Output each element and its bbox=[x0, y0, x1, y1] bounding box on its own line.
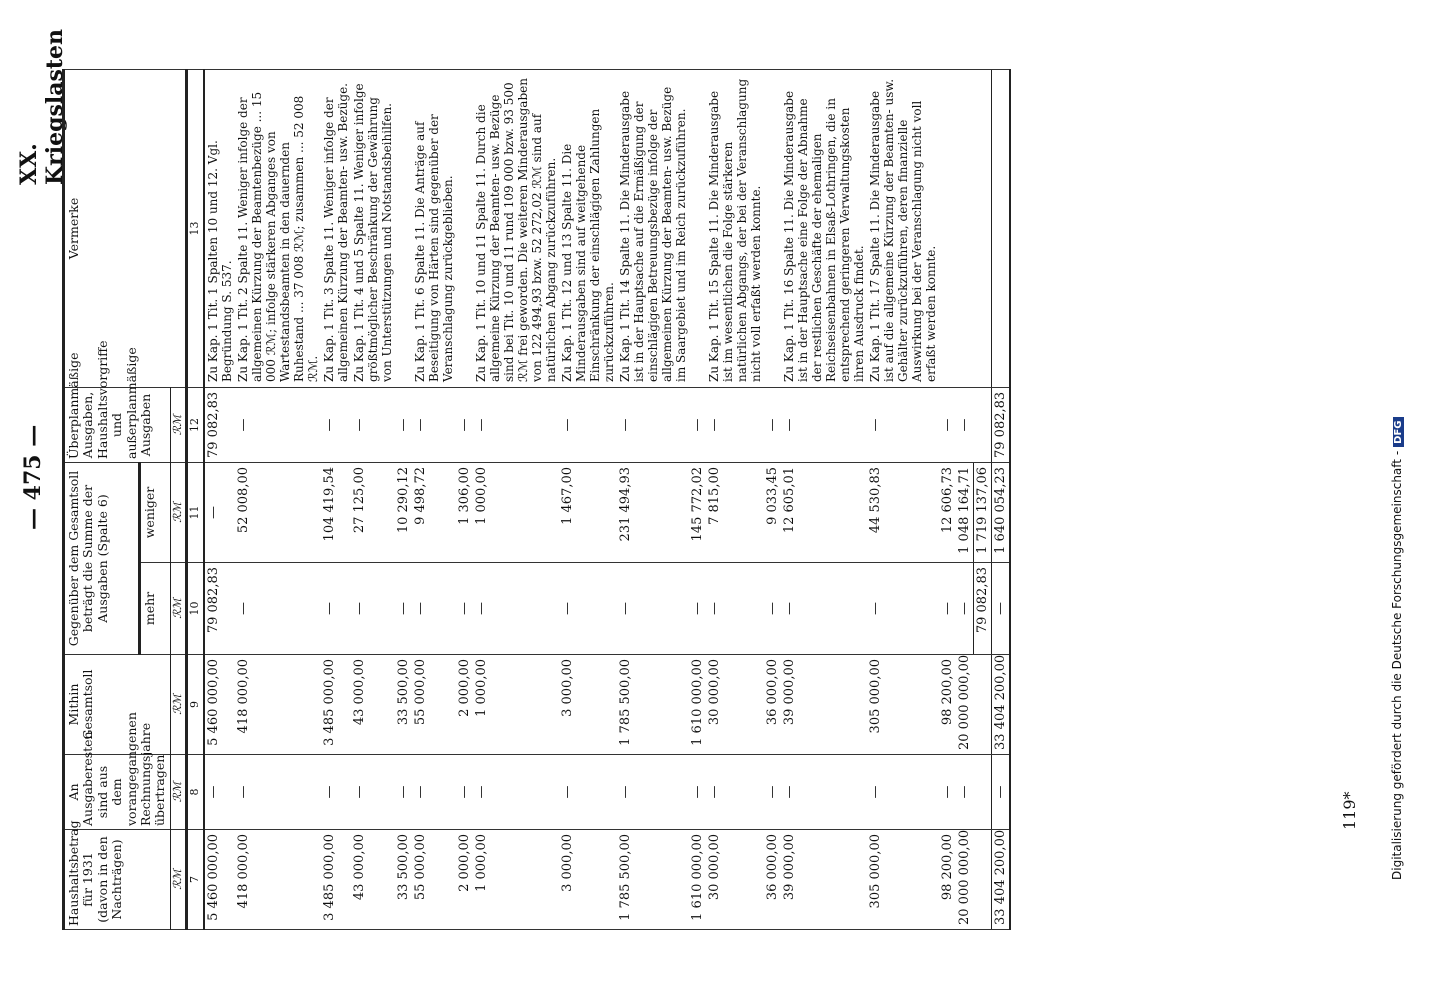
cell-c9: 43 000,00 bbox=[351, 655, 395, 755]
total-c8: — bbox=[991, 755, 1010, 830]
cell-c8: — bbox=[956, 755, 974, 830]
cell-c9: 98 200,00 bbox=[939, 655, 956, 755]
cell-c12: — bbox=[939, 388, 956, 463]
header-col10-11: Gegenüber dem Gesamtsoll beträgt die Summe der Ausgaben (Spalte 6) bbox=[64, 463, 140, 655]
cell-note: Zu Kap. 1 Tit. 6 Spalte 11. Die Anträge auf Beseitigung von Härten sind gegenüber der Veranschlagung zurückgeblieben. bbox=[412, 70, 456, 388]
cell-note bbox=[395, 70, 412, 388]
cell-c10: — bbox=[473, 563, 559, 655]
subtotal-c10: 79 082,83 bbox=[973, 563, 991, 655]
cell-c12: — bbox=[395, 388, 412, 463]
table-row bbox=[204, 70, 235, 930]
cell-c7: 1 785 500,00 bbox=[617, 830, 689, 930]
cell-c12: — bbox=[473, 388, 559, 463]
digitization-note bbox=[1390, 418, 1404, 881]
empty-cell bbox=[973, 70, 991, 388]
cell-c11: 9 033,45 bbox=[764, 463, 781, 563]
cell-c7: 98 200,00 bbox=[939, 830, 956, 930]
cell-c9: 1 785 500,00 bbox=[617, 655, 689, 755]
cell-c9: 1 610 000,00 bbox=[689, 655, 706, 755]
cell-c11: 27 125,00 bbox=[351, 463, 395, 563]
unit-col11: ℛℳ bbox=[170, 463, 187, 563]
cell-c11: 12 606,73 bbox=[939, 463, 956, 563]
cell-c11: 231 494,93 bbox=[617, 463, 689, 563]
table-row bbox=[456, 70, 473, 930]
cell-c12: — bbox=[321, 388, 351, 463]
cell-c8: — bbox=[706, 755, 764, 830]
cell-c12: — bbox=[956, 388, 974, 463]
table-row bbox=[617, 70, 689, 930]
cell-c7: 5 460 000,00 bbox=[204, 830, 235, 930]
empty-cell bbox=[973, 388, 991, 463]
cell-c7: 20 000 000,00 bbox=[956, 830, 974, 930]
table-row bbox=[781, 70, 867, 930]
cell-c10: — bbox=[781, 563, 867, 655]
cell-c8: — bbox=[235, 755, 321, 830]
cell-c7: 55 000,00 bbox=[412, 830, 456, 930]
cell-c10: 79 082,83 bbox=[204, 563, 235, 655]
unit-col10: ℛℳ bbox=[170, 563, 187, 655]
cell-c7: 2 000,00 bbox=[456, 830, 473, 930]
cell-c7: 36 000,00 bbox=[764, 830, 781, 930]
cell-c8: — bbox=[867, 755, 939, 830]
subtotal-c11: 1 719 137,06 bbox=[973, 463, 991, 563]
dfg-logo: DFG bbox=[1393, 418, 1404, 447]
cell-note: Zu Kap. 1 Tit. 2 Spalte 11. Weniger infolge der allgemeinen Kürzung der Beamtenbezüge ... 15 000 ℛℳ; infolge stärkeren Abganges von Wartestandsbeamten in den dauernden Ruhestand ... 37 008 ℛℳ; zusammen ... 52 008 ℛℳ. bbox=[235, 70, 321, 388]
empty-cell bbox=[991, 70, 1010, 388]
table-row bbox=[351, 70, 395, 930]
cell-c11: 1 000,00 bbox=[473, 463, 559, 563]
cell-c8: — bbox=[456, 755, 473, 830]
folio-number: 119* bbox=[1340, 791, 1359, 830]
cell-c8: — bbox=[781, 755, 867, 830]
cell-c10: — bbox=[764, 563, 781, 655]
cell-c12: — bbox=[235, 388, 321, 463]
cell-c8: — bbox=[764, 755, 781, 830]
cell-c8: — bbox=[559, 755, 617, 830]
total-c11: 1 640 054,23 bbox=[991, 463, 1010, 563]
cell-c8: — bbox=[351, 755, 395, 830]
cell-c12: 79 082,83 bbox=[204, 388, 235, 463]
cell-c11: 1 048 164,71 bbox=[956, 463, 974, 563]
cell-c11: 104 419,54 bbox=[321, 463, 351, 563]
cell-c9: 305 000,00 bbox=[867, 655, 939, 755]
cell-c12: — bbox=[781, 388, 867, 463]
cell-note: Zu Kap. 1 Tit. 16 Spalte 11. Die Minderausgabe ist in der Hauptsache eine Folge der Abnahme der restlichen Geschäfte der ehemaligen Reichseisenbahnen in Elsaß-Lothringen, die in entsprechend geringeren Verwaltungskosten ihren Ausdruck findet. bbox=[781, 70, 867, 388]
total-row bbox=[991, 70, 1010, 930]
header-col10: mehr bbox=[139, 563, 170, 655]
cell-c9: 3 485 000,00 bbox=[321, 655, 351, 755]
cell-c10: — bbox=[689, 563, 706, 655]
colnum: 8 bbox=[187, 755, 204, 830]
colnum: 11 bbox=[187, 463, 204, 563]
cell-c12: — bbox=[351, 388, 395, 463]
colnum: 12 bbox=[187, 388, 204, 463]
cell-c12: — bbox=[706, 388, 764, 463]
cell-c11: 1 467,00 bbox=[559, 463, 617, 563]
cell-c11: 9 498,72 bbox=[412, 463, 456, 563]
table-row bbox=[235, 70, 321, 930]
table-body bbox=[204, 70, 1010, 930]
total-c7: 33 404 200,00 bbox=[991, 830, 1010, 930]
cell-c12: — bbox=[617, 388, 689, 463]
table-row bbox=[706, 70, 764, 930]
cell-c10: — bbox=[706, 563, 764, 655]
header-col12: Überplanmäßige Ausgaben, Haushaltsvorgriffe und außerplanmäßige Ausgaben bbox=[64, 388, 171, 463]
cell-c8: — bbox=[617, 755, 689, 830]
cell-c9: 30 000,00 bbox=[706, 655, 764, 755]
cell-note bbox=[939, 70, 956, 388]
empty-cell bbox=[973, 655, 991, 755]
cell-c9: 39 000,00 bbox=[781, 655, 867, 755]
cell-c8: — bbox=[412, 755, 456, 830]
subtotal-row bbox=[973, 70, 991, 930]
cell-c10: — bbox=[956, 563, 974, 655]
table-row bbox=[473, 70, 559, 930]
cell-note bbox=[456, 70, 473, 388]
unit-col9: ℛℳ bbox=[170, 655, 187, 755]
cell-c7: 33 500,00 bbox=[395, 830, 412, 930]
page-title: XX. Kriegslasten bbox=[16, 29, 68, 185]
table-row bbox=[764, 70, 781, 930]
cell-note bbox=[689, 70, 706, 388]
empty-cell bbox=[973, 755, 991, 830]
cell-note: Zu Kap. 1 Tit. 15 Spalte 11. Die Minderausgabe ist im wesentlichen die Folge stärkeren natürlichen Abgangs, der bei der Veranschlagung nicht voll erfaßt werden konnte. bbox=[706, 70, 764, 388]
cell-c11: 1 306,00 bbox=[456, 463, 473, 563]
cell-c7: 418 000,00 bbox=[235, 830, 321, 930]
cell-c9: 418 000,00 bbox=[235, 655, 321, 755]
empty-cell bbox=[973, 830, 991, 930]
table-row bbox=[956, 70, 974, 930]
cell-note bbox=[764, 70, 781, 388]
cell-c9: 5 460 000,00 bbox=[204, 655, 235, 755]
cell-c12: — bbox=[867, 388, 939, 463]
cell-c8: — bbox=[473, 755, 559, 830]
cell-c9: 20 000 000,00 bbox=[956, 655, 974, 755]
cell-c11: 44 530,83 bbox=[867, 463, 939, 563]
header-col9: Mithin Gesamtsoll bbox=[64, 655, 171, 755]
cell-c11: 52 008,00 bbox=[235, 463, 321, 563]
cell-c12: — bbox=[764, 388, 781, 463]
cell-note: Zu Kap. 1 Tit. 4 und 5 Spalte 11. Weniger infolge größtmöglicher Beschränkung der Gewährung von Unterstützungen und Notstandsbeihilfen. bbox=[351, 70, 395, 388]
cell-c9: 2 000,00 bbox=[456, 655, 473, 755]
colnum: 7 bbox=[187, 830, 204, 930]
cell-c11: 7 815,00 bbox=[706, 463, 764, 563]
total-c12: 79 082,83 bbox=[991, 388, 1010, 463]
cell-c12: — bbox=[412, 388, 456, 463]
cell-c12: — bbox=[456, 388, 473, 463]
cell-c9: 3 000,00 bbox=[559, 655, 617, 755]
cell-c7: 305 000,00 bbox=[867, 830, 939, 930]
colnum: 9 bbox=[187, 655, 204, 755]
cell-c7: 3 000,00 bbox=[559, 830, 617, 930]
cell-c7: 1 000,00 bbox=[473, 830, 559, 930]
header-col11: weniger bbox=[139, 463, 170, 563]
cell-c10: — bbox=[412, 563, 456, 655]
unit-col12: ℛℳ bbox=[170, 388, 187, 463]
cell-c7: 43 000,00 bbox=[351, 830, 395, 930]
cell-c7: 39 000,00 bbox=[781, 830, 867, 930]
cell-note: Zu Kap. 1 Tit. 1 Spalten 10 und 12. Vgl. Begründung S. 537. bbox=[204, 70, 235, 388]
unit-col7: ℛℳ bbox=[170, 830, 187, 930]
header-col7: Haushaltsbetrag für 1931 (davon in den Nachträgen) bbox=[64, 830, 171, 930]
cell-c9: 1 000,00 bbox=[473, 655, 559, 755]
page-number: — 475 — bbox=[20, 424, 46, 530]
header-col13: Vermerke bbox=[64, 70, 187, 388]
cell-note: Zu Kap. 1 Tit. 17 Spalte 11. Die Minderausgabe ist auf die allgemeine Kürzung der Beamten- usw. Gehälter zurückzuführen, deren finanzielle Auswirkung bei der Veranschlagung nicht voll erfaßt werden konnte. bbox=[867, 70, 939, 388]
total-c10: — bbox=[991, 563, 1010, 655]
cell-c10: — bbox=[939, 563, 956, 655]
cell-c8: — bbox=[204, 755, 235, 830]
budget-table bbox=[62, 69, 1011, 930]
colnum: 13 bbox=[187, 70, 204, 388]
page-header bbox=[14, 0, 68, 1000]
table-row bbox=[939, 70, 956, 930]
cell-c9: 33 500,00 bbox=[395, 655, 412, 755]
table-row bbox=[689, 70, 706, 930]
cell-c10: — bbox=[395, 563, 412, 655]
table-row bbox=[867, 70, 939, 930]
cell-c11: 10 290,12 bbox=[395, 463, 412, 563]
cell-c11: 145 772,02 bbox=[689, 463, 706, 563]
cell-note: Zu Kap. 1 Tit. 14 Spalte 11. Die Minderausgabe ist in der Hauptsache auf die Ermäßigung der einschlägigen Betreuungsbezüge infolge der allgemeinen Kürzung der Beamten- usw. Bezüge im Saargebiet und im Reich zurückzuführen. bbox=[617, 70, 689, 388]
cell-c10: — bbox=[867, 563, 939, 655]
table-row bbox=[395, 70, 412, 930]
digitization-text: Digitalisierung gefördert durch die Deutsche Forschungsgemeinschaft - bbox=[1390, 450, 1404, 880]
cell-note: Zu Kap. 1 Tit. 10 und 11 Spalte 11. Durch die allgemeine Kürzung der Beamten- usw. Bezüge sind bei Tit. 10 und 11 rund 109 000 bzw. 93 500 ℛℳ frei geworden. Die weiteren Minderausgaben von 122 494,93 bzw. 52 272,02 ℛℳ sind auf natürlichen Abgang zurückzuführen. bbox=[473, 70, 559, 388]
cell-c10: — bbox=[456, 563, 473, 655]
cell-c8: — bbox=[395, 755, 412, 830]
table-row bbox=[559, 70, 617, 930]
header-col8: An Ausgaberesten sind aus dem vorangegangenen Rechnungsjahre übertragen bbox=[64, 755, 171, 830]
cell-c10: — bbox=[351, 563, 395, 655]
cell-c9: 36 000,00 bbox=[764, 655, 781, 755]
cell-c12: — bbox=[689, 388, 706, 463]
cell-note: Zu Kap. 1 Tit. 3 Spalte 11. Weniger infolge der allgemeinen Kürzung der Beamten- usw. Bezüge. bbox=[321, 70, 351, 388]
cell-c10: — bbox=[235, 563, 321, 655]
unit-col8: ℛℳ bbox=[170, 755, 187, 830]
total-c9: 33 404 200,00 bbox=[991, 655, 1010, 755]
cell-c8: — bbox=[689, 755, 706, 830]
cell-c8: — bbox=[321, 755, 351, 830]
cell-c7: 30 000,00 bbox=[706, 830, 764, 930]
colnum: 10 bbox=[187, 563, 204, 655]
cell-c11: 12 605,01 bbox=[781, 463, 867, 563]
cell-c12: — bbox=[559, 388, 617, 463]
cell-c9: 55 000,00 bbox=[412, 655, 456, 755]
table-row bbox=[321, 70, 351, 930]
cell-note bbox=[956, 70, 974, 388]
cell-c10: — bbox=[321, 563, 351, 655]
table-row bbox=[412, 70, 456, 930]
cell-c10: — bbox=[559, 563, 617, 655]
cell-c7: 1 610 000,00 bbox=[689, 830, 706, 930]
cell-c11: — bbox=[204, 463, 235, 563]
cell-c8: — bbox=[939, 755, 956, 830]
cell-c7: 3 485 000,00 bbox=[321, 830, 351, 930]
cell-c10: — bbox=[617, 563, 689, 655]
cell-note: Zu Kap. 1 Tit. 12 und 13 Spalte 11. Die Minderausgaben sind auf weitgehende Einschränkung der einschlägigen Zahlungen zurückzuführen. bbox=[559, 70, 617, 388]
